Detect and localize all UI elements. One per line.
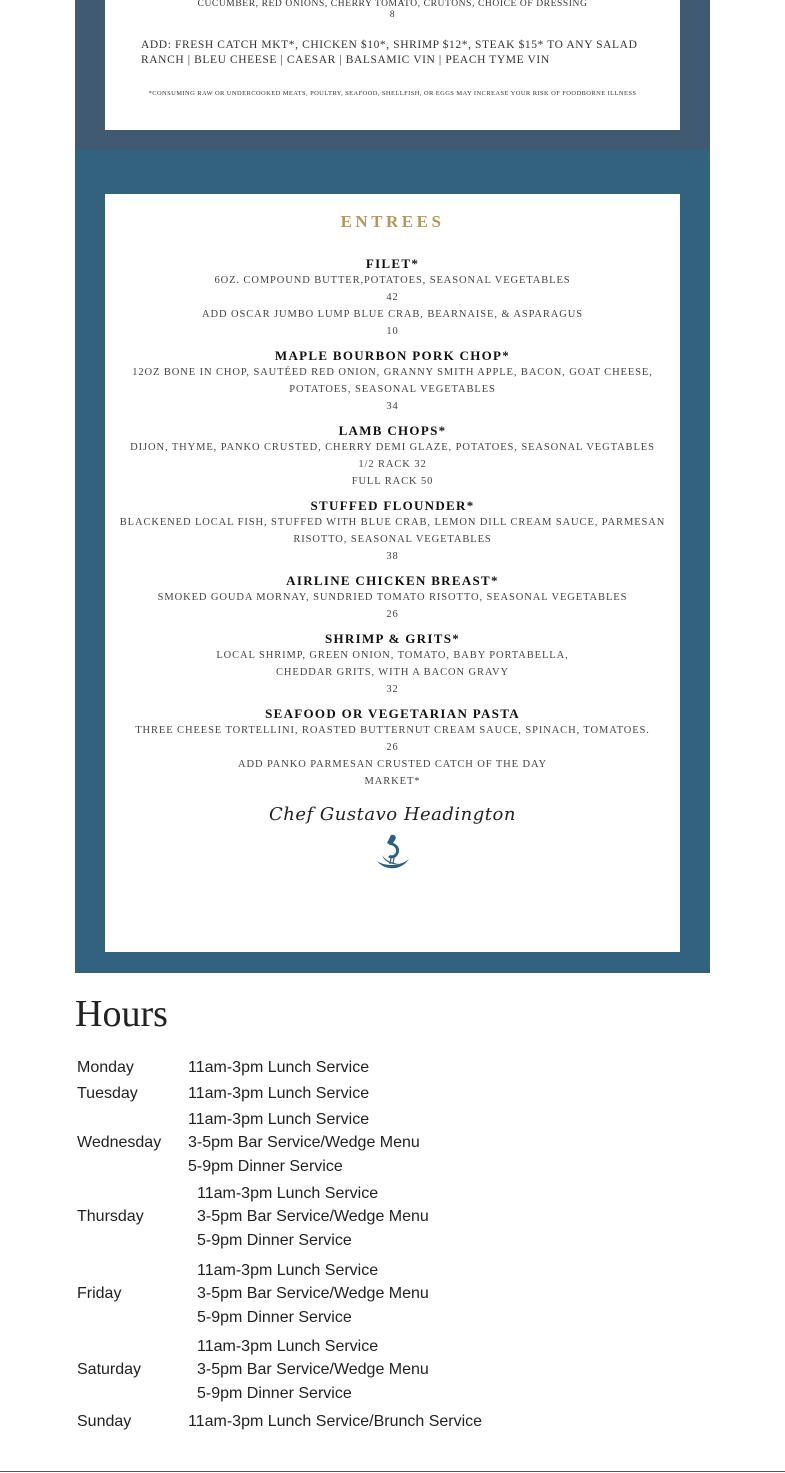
hours-row [77,1108,697,1178]
entree-detail: ADD OSCAR JUMBO LUMP BLUE CRAB, BEARNAISE, & ASPARAGUS [202,309,583,320]
entree-item [105,573,680,623]
footer-divider [0,1471,785,1472]
entree-name: LAMB CHOPS* [338,423,447,438]
entree-name: MAPLE BOURBON PORK CHOP* [274,348,511,363]
service-times [188,1410,482,1433]
service-time: 11am-3pm Lunch Service [188,1111,370,1128]
entree-detail: THREE CHEESE TORTELLINI, ROASTED BUTTERNUT CREAM SAUCE, SPINACH, TOMATOES. [135,725,650,736]
entree-detail: LOCAL SHRIMP, GREEN ONION, TOMATO, BABY PORTABELLA, [216,650,569,661]
entree-list [105,256,680,790]
salad-price: 8 [389,10,396,20]
service-times [197,1259,429,1329]
chef-signature: Chef Gustavo Headington [269,804,516,825]
hours-row [77,1056,697,1079]
service-time: 11am-3pm Lunch Service/Brunch Service [188,1413,483,1430]
day-label: Wednesday [77,1134,162,1152]
entree-detail: 12OZ BONE IN CHOP, SAUTÉED RED ONION, GRANNY SMITH APPLE, BACON, GOAT CHEESE, [132,367,653,378]
service-time: 11am-3pm Lunch Service [188,1085,370,1102]
service-times [197,1335,429,1405]
entree-detail: 1/2 RACK 32 [358,459,427,470]
heron-logo-icon [105,831,680,876]
entree-name: AIRLINE CHICKEN BREAST* [286,573,499,588]
entree-item [105,256,680,340]
hours-row [77,1259,697,1329]
day-label: Monday [77,1059,134,1076]
entree-item [105,423,680,490]
service-time: 11am-3pm Lunch Service [197,1185,379,1202]
entree-item [105,498,680,565]
day-label: Thursday [77,1208,144,1226]
entree-item [105,706,680,790]
day-label: Friday [77,1285,122,1303]
service-time: 11am-3pm Lunch Service [197,1262,379,1279]
entree-detail: 6OZ. COMPOUND BUTTER,POTATOES, SEASONAL VEGETABLES [214,275,571,286]
entree-detail: 26 [386,742,399,753]
entrees-menu-card [105,194,680,952]
entree-detail: RISOTTO, SEASONAL VEGETABLES [293,534,492,545]
entree-detail: 38 [386,551,399,562]
service-times [188,1056,369,1079]
entree-detail: 26 [386,609,399,620]
entree-detail: DIJON, THYME, PANKO CRUSTED, CHERRY DEMI GLAZE, POTATOES, SEASONAL VEGTABLES [130,442,655,453]
hours-row [77,1410,697,1433]
service-time: 3-5pm Bar Service/Wedge Menu [197,1361,429,1379]
service-times [197,1182,429,1252]
entree-detail: FULL RACK 50 [351,476,434,487]
entrees-heading: ENTREES [340,212,445,231]
entree-item [105,631,680,698]
menu-image [75,0,710,973]
hours-row [77,1335,697,1405]
hours-row [77,1082,697,1105]
service-time: 5-9pm Dinner Service [197,1231,352,1249]
service-time: 11am-3pm Lunch Service [197,1338,379,1355]
hours-title: Hours [75,993,168,1035]
entree-detail: MARKET* [364,776,421,787]
entree-detail: ADD PANKO PARMESAN CRUSTED CATCH OF THE DAY [238,759,547,770]
service-time: 3-5pm Bar Service/Wedge Menu [197,1285,429,1303]
service-time: 11am-3pm Lunch Service [188,1059,370,1076]
entree-name: FILET* [365,256,420,271]
entree-item [105,348,680,415]
service-time: 3-5pm Bar Service/Wedge Menu [197,1208,429,1226]
entree-name: STUFFED FLOUNDER* [310,498,475,513]
salad-menu-card [105,0,680,130]
service-times [188,1082,369,1105]
service-time: 5-9pm Dinner Service [188,1157,343,1175]
entree-name: SHRIMP & GRITS* [324,631,461,646]
day-label: Tuesday [77,1085,138,1102]
food-safety-disclaimer: *CONSUMING RAW OR UNDERCOOKED MEATS, POULTRY, SEAFOOD, SHELLFISH, OR EGGS MAY INCREASE YOUR RISK OF FOODBORNE ILLNESS [148,90,637,97]
service-time: 3-5pm Bar Service/Wedge Menu [188,1134,420,1152]
entree-detail: 42 [386,292,399,303]
salad-description: CUCUMBER, RED ONIONS, CHERRY TOMATO, CRUTONS, CHOICE OF DRESSING [197,0,588,9]
service-time: 5-9pm Dinner Service [197,1384,352,1402]
entree-detail: CHEDDAR GRITS, WITH A BACON GRAVY [276,667,509,678]
entree-detail: 34 [386,401,399,412]
day-label: Saturday [77,1361,142,1379]
service-time: 5-9pm Dinner Service [197,1308,352,1326]
service-times [188,1108,420,1178]
entree-detail: 32 [386,684,399,695]
entree-detail: SMOKED GOUDA MORNAY, SUNDRIED TOMATO RISOTTO, SEASONAL VEGETABLES [157,592,628,603]
dressing-options: RANCH | BLEU CHEESE | CAESAR | BALSAMIC VIN | PEACH TYME VIN [141,54,550,66]
entree-detail: BLACKENED LOCAL FISH, STUFFED WITH BLUE CRAB, LEMON DILL CREAM SAUCE, PARMESAN [119,517,666,528]
entree-name: SEAFOOD OR VEGETARIAN PASTA [265,706,520,721]
hours-row [77,1182,697,1252]
entree-detail: 10 [386,326,399,337]
day-label: Sunday [77,1413,132,1430]
salad-addons: ADD: FRESH CATCH MKT*, CHICKEN $10*, SHRIMP $12*, STEAK $15* TO ANY SALAD [141,39,638,51]
entree-detail: POTATOES, SEASONAL VEGETABLES [289,384,496,395]
